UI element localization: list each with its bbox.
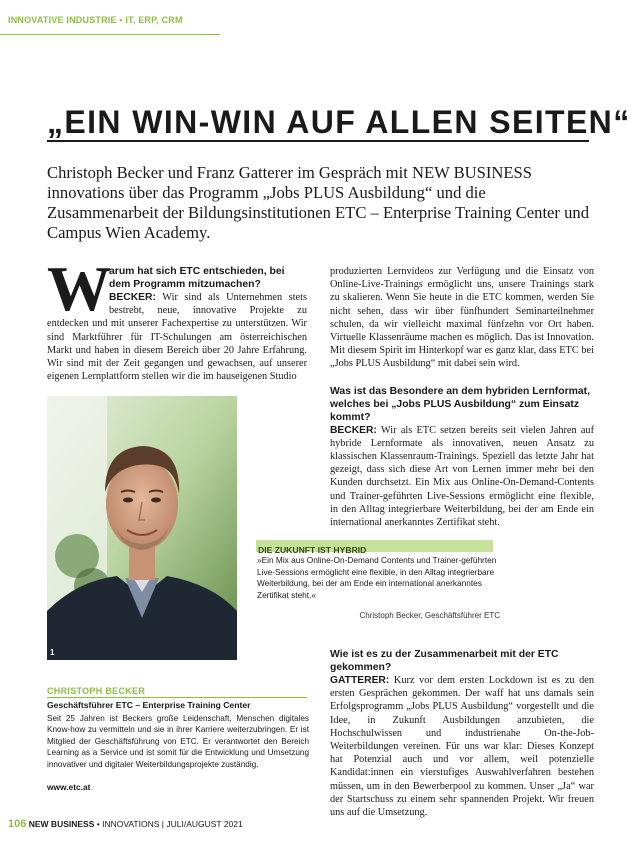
speaker-becker-2: BECKER:: [330, 424, 377, 436]
question-1: arum hat sich ETC entschieden, bei dem Programm mitzumachen?: [109, 266, 285, 290]
question-2: Was ist das Besondere an dem hybriden Lernformat, welches bei „Jobs PLUS Ausbildung“ zum Einsatz kommt?: [330, 385, 591, 423]
magazine-section: • INNOVATIONS: [96, 819, 160, 829]
spacer: [330, 371, 594, 385]
article-title: „EIN WIN-WIN AUF ALLEN SEITEN“: [47, 104, 631, 140]
dropcap: W: [47, 253, 111, 324]
magazine-issue: | JULI/AUGUST 2021: [161, 819, 243, 829]
bio-role: Geschäftsführer ETC – Enterprise Training Center: [47, 700, 251, 710]
portrait-illustration: [47, 396, 237, 660]
bio-text: Seit 25 Jahren ist Beckers große Leidenschaft, Menschen digitales Know-how zu vermitteln und sie in ihrer Karriere weiterzubringen. Er ist Mitglied der Geschäftsführung von ETC. Er verantwortet den Bereich Learning as a Service und ist somit für die Entwicklung und Umsetzung innovativer und digitaler Weiterbildungsprojekte zuständig.: [47, 714, 309, 769]
bio-rule: [47, 697, 307, 698]
category-label: INNOVATIVE INDUSTRIE • IT, ERP, CRM: [8, 15, 183, 25]
right-column-top: [330, 265, 594, 529]
pullquote-heading-bar: [256, 540, 493, 555]
bio-url-link[interactable]: www.etc.at: [47, 782, 91, 792]
bio-name: CHRISTOPH BECKER: [47, 686, 146, 696]
category-rule: [0, 34, 220, 35]
left-column-text: [47, 253, 307, 383]
portrait-photo: [47, 396, 237, 660]
dropcap-spacer: [47, 253, 111, 324]
page-footer: [8, 818, 243, 830]
speaker-gatterer: GATTERER:: [330, 675, 390, 686]
pullquote-text: »Ein Mix aus Online-On-Demand Contents und Trainer-geführten Live-Sessions ermöglicht eine flexible, in den Alltag integrierbare Weiterbildung, bei der am Ende ein international anerkanntes Zertifikat steht.«: [257, 555, 497, 600]
question-3: Wie ist es zu der Zusammenarbeit mit der ETC gekommen?: [330, 649, 559, 673]
answer-1-text: Wir sind als Unternehmen stets bestrebt, neue, innovative Projekte zu entdecken und mit unserer Fachexpertise zu unterstützen. Wir sind Marktführer für IT-Schulungen am österreichischen Markt und haben in diesem Bereich über 20 Jahre Erfahrung. Wir sind mit der Zeit gegangen und gewachsen, auf unserer eigenen Lernplattform stellen wir die im hauseigenen Studio: [47, 292, 307, 383]
article-lead: Christoph Becker und Franz Gatterer im Gespräch mit NEW BUSINESS innovations über das Programm „Jobs PLUS Ausbildung“ und die Zusammenarbeit der Bildungsinstitutionen ETC – Enterprise Training Center und Campus Wien Academy.: [47, 163, 589, 242]
page-number: 106: [8, 818, 27, 830]
pullquote-source: Christoph Becker, Geschäftsführer ETC: [359, 611, 500, 620]
right-column-bottom: [330, 648, 594, 819]
photo-number: 1: [50, 648, 55, 657]
speaker-becker-1: BECKER:: [109, 292, 156, 303]
answer-3: [330, 674, 594, 819]
answer-3-text: Kurz vor dem ersten Lockdown ist es zu den ersten Gesprächen gekommen. Der waff hat uns damals sein Erfolgsprogramm „Jobs PLUS Ausbildung“ vorgestellt und die Idee, in Zukunft Ausbildungen anzubieten, die Hochschulwissen und industrienahe On-the-Job-Weiterbildungen vereinen. Für uns war klar: Dieses Konzept hat Potenzial auch und vor allem, weil potenzielle Kandidat:innen ein vierstufiges Auswahlverfahren bestehen müssen, um in den Bewerberpool zu kommen. Unser „Ja“ war der Startschuss zu einem sehr spannenden Projekt. Wir freuen uns auf die Umsetzung.: [330, 675, 594, 819]
title-underline: [47, 140, 589, 142]
magazine-name: NEW BUSINESS: [28, 819, 95, 829]
answer-1-continued: produzierten Lernvideos zur Verfügung und die Einsatz von Online-Live-Trainings ermöglicht uns, unsere Trainings stark zu skalieren. Wenn Sie heute in die ETC kommen, werden Sie nicht sehen, dass wir über fünfhundert Seminarteilnehmer schulen, da wir vielleicht maximal fünfzehn vor Ort haben. Virtuelle Klassenräume machen es möglich. Das ist Innovation. Mit diesem Spirit im Hinterkopf war es ganz klar, dass ETC bei „Jobs PLUS Ausbildung“ mit dabei sein wird.: [330, 266, 594, 370]
answer-2: [330, 424, 594, 530]
pullquote-heading: DIE ZUKUNFT IST HYBRID: [258, 545, 367, 555]
answer-2-text: Wir als ETC setzen bereits seit vielen Jahren auf hybride Lernformate als innovativen, neuen Ansatz zu klassischen Klassenraum-Trainings. Speziell das letzte Jahr hat gezeigt, dass sich diese Art von Lernen immer mehr bei den Kunden durchsetzt. Ein Mix aus Online-On-Demand-Contents und Trainer-geführten Live-Sessions ermöglicht eine flexible, in den Alltag integrierbare Weiterbildung, bei der am Ende ein international anerkanntes Zertifikat steht.: [330, 424, 595, 529]
